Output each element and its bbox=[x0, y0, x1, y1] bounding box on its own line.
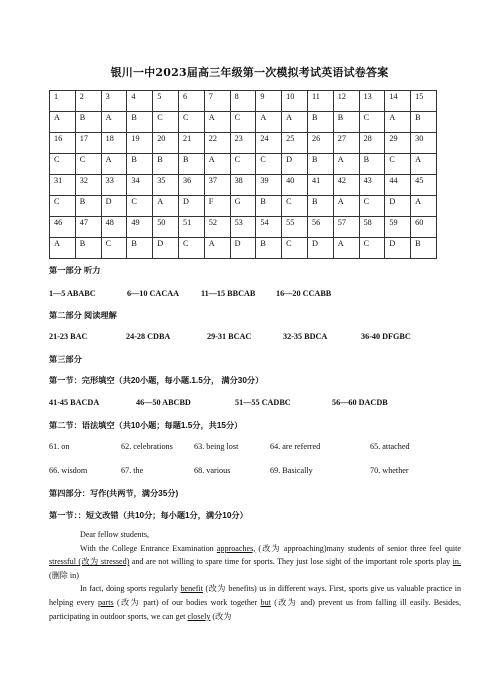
passage-text: (改为 benefits) us in different ways. First, sports give us valuable practice in helping every bbox=[49, 584, 461, 607]
answer-table-row bbox=[50, 154, 437, 175]
answer-table-cell: B bbox=[127, 238, 153, 259]
answer-table-row bbox=[50, 133, 437, 154]
answer-table-cell: C bbox=[75, 154, 101, 175]
answer-table bbox=[49, 90, 437, 259]
answer-table-cell: 42 bbox=[333, 175, 359, 196]
answer-table-cell: A bbox=[204, 238, 230, 259]
answer-table-cell: 22 bbox=[204, 133, 230, 154]
cloze-item: 51—55 CADBC bbox=[235, 398, 291, 407]
error-mark: parts bbox=[97, 597, 114, 607]
answer-table-cell: B bbox=[411, 112, 437, 133]
answer-table-cell: 52 bbox=[204, 217, 230, 238]
cloze-item: 41-45 BACDA bbox=[49, 398, 100, 407]
grammar-item: 66. wisdom bbox=[49, 466, 88, 475]
error-mark: stressful (改为 stressed) bbox=[49, 557, 130, 567]
answer-table-cell: D bbox=[153, 238, 179, 259]
answer-table-cell: 44 bbox=[385, 175, 411, 196]
cloze-item: 46—50 ABCBD bbox=[136, 398, 191, 407]
answer-table-cell: A bbox=[282, 112, 308, 133]
passage-text: (改为 approaching)many students of senior three feel quite bbox=[255, 543, 462, 553]
part1-item: 1—5 ABABC bbox=[49, 289, 96, 298]
answer-table-cell: 57 bbox=[333, 217, 359, 238]
error-mark: benefit bbox=[180, 584, 203, 594]
answer-table-cell: D bbox=[307, 238, 333, 259]
part2-heading: 第二部分 阅读理解 bbox=[49, 311, 117, 320]
answer-table-row bbox=[50, 91, 437, 112]
answer-table-cell: A bbox=[153, 196, 179, 217]
answer-table-cell: 37 bbox=[204, 175, 230, 196]
answer-table-cell: D bbox=[230, 238, 256, 259]
passage-text: (改为 and) prevent us from falling ill easily. Besides, participating in outdoor sports, we can get bbox=[49, 597, 461, 621]
answer-table-cell: 60 bbox=[411, 217, 437, 238]
answer-table-cell: C bbox=[385, 154, 411, 175]
answer-table-cell: B bbox=[256, 196, 282, 217]
answer-table-cell: B bbox=[178, 154, 204, 175]
answer-table-cell: C bbox=[127, 196, 153, 217]
answer-table-body bbox=[50, 91, 437, 259]
answer-table-cell: 27 bbox=[333, 133, 359, 154]
answer-table-cell: C bbox=[153, 112, 179, 133]
answer-table-cell: 40 bbox=[282, 175, 308, 196]
answer-table-cell: 23 bbox=[230, 133, 256, 154]
answer-table-cell: 45 bbox=[411, 175, 437, 196]
answer-table-cell: A bbox=[333, 196, 359, 217]
answer-table-cell: A bbox=[333, 154, 359, 175]
answer-table-cell: 39 bbox=[256, 175, 282, 196]
cloze-item: 56—60 DACDB bbox=[332, 398, 388, 407]
answer-table-cell: 28 bbox=[359, 133, 385, 154]
answer-table-cell: 38 bbox=[230, 175, 256, 196]
answer-table-cell: B bbox=[75, 238, 101, 259]
answer-table-cell: 59 bbox=[385, 217, 411, 238]
answer-table-cell: 14 bbox=[385, 91, 411, 112]
grammar-item: 69. Basically bbox=[270, 466, 313, 475]
answer-table-cell: A bbox=[50, 238, 76, 259]
salutation: Dear fellow students, bbox=[80, 530, 150, 539]
passage-paragraph-2 bbox=[49, 582, 461, 623]
answer-table-cell: A bbox=[204, 154, 230, 175]
answer-table-cell: C bbox=[50, 154, 76, 175]
answer-table-cell: A bbox=[101, 112, 127, 133]
answer-table-cell: 24 bbox=[256, 133, 282, 154]
answer-table-cell: 56 bbox=[307, 217, 333, 238]
answer-table-cell: 26 bbox=[307, 133, 333, 154]
answer-table-cell: G bbox=[230, 196, 256, 217]
answer-table-cell: 5 bbox=[153, 91, 179, 112]
grammar-item: 62. celebrations bbox=[121, 442, 173, 451]
part3-heading: 第三部分 bbox=[49, 355, 82, 364]
answer-table-cell: A bbox=[101, 154, 127, 175]
answer-table-cell: D bbox=[385, 196, 411, 217]
answer-table-cell: D bbox=[178, 196, 204, 217]
answer-table-cell: B bbox=[307, 112, 333, 133]
error-mark: in. bbox=[452, 557, 461, 567]
answer-table-cell: C bbox=[178, 112, 204, 133]
answer-table-cell: C bbox=[178, 238, 204, 259]
answer-table-cell: 1 bbox=[50, 91, 76, 112]
part1-item: 6—10 CACAA bbox=[127, 289, 180, 298]
part2-item: 24-28 CDBA bbox=[126, 332, 171, 341]
answer-table-cell: 49 bbox=[127, 217, 153, 238]
part3-sec1-heading: 第一节：完形填空（共20小题，每小题.1.5分， 满分30分） bbox=[49, 376, 264, 385]
answer-table-cell: B bbox=[127, 154, 153, 175]
answer-table-cell: 19 bbox=[127, 133, 153, 154]
answer-table-cell: 48 bbox=[101, 217, 127, 238]
answer-table-cell: B bbox=[411, 238, 437, 259]
answer-table-cell: D bbox=[385, 238, 411, 259]
answer-table-cell: 12 bbox=[333, 91, 359, 112]
answer-table-cell: F bbox=[204, 196, 230, 217]
grammar-item: 64. are referred bbox=[270, 442, 321, 451]
answer-table-row bbox=[50, 196, 437, 217]
error-mark: closely bbox=[187, 611, 211, 621]
part1-heading: 第一部分 听力 bbox=[49, 266, 101, 275]
answer-table-cell: 46 bbox=[50, 217, 76, 238]
answer-table-cell: 41 bbox=[307, 175, 333, 196]
part1-item: 16—20 CCABB bbox=[276, 289, 332, 298]
document-title: 银川一中2023届高三年级第一次模拟考试英语试卷答案 bbox=[110, 66, 389, 79]
answer-table-cell: C bbox=[359, 238, 385, 259]
answer-table-cell: B bbox=[307, 196, 333, 217]
answer-table-cell: 2 bbox=[75, 91, 101, 112]
answer-table-cell: 17 bbox=[75, 133, 101, 154]
answer-table-cell: 32 bbox=[75, 175, 101, 196]
answer-table-cell: C bbox=[50, 196, 76, 217]
answer-table-cell: B bbox=[75, 112, 101, 133]
passage-text: With the College Entrance Examination bbox=[80, 543, 217, 553]
answer-table-cell: 35 bbox=[153, 175, 179, 196]
answer-table-cell: 15 bbox=[411, 91, 437, 112]
passage-text: (改为 part) of our bodies work together bbox=[113, 597, 261, 607]
answer-table-cell: C bbox=[230, 154, 256, 175]
part4-heading: 第四部分：写作(共两节，满分35分) bbox=[49, 489, 179, 498]
answer-table-cell: D bbox=[282, 154, 308, 175]
answer-table-row bbox=[50, 238, 437, 259]
answer-table-cell: 58 bbox=[359, 217, 385, 238]
answer-table-cell: B bbox=[256, 238, 282, 259]
part4-sec1-heading: 第一节：：短文改错（共10分；每小题1分，满分10分） bbox=[49, 511, 248, 520]
answer-table-cell: C bbox=[256, 154, 282, 175]
correction-passage bbox=[49, 528, 461, 623]
part2-item: 32-35 BDCA bbox=[283, 332, 328, 341]
answer-table-cell: A bbox=[385, 112, 411, 133]
answer-table-cell: 13 bbox=[359, 91, 385, 112]
grammar-item: 68. various bbox=[194, 466, 231, 475]
answer-table-cell: C bbox=[230, 112, 256, 133]
passage-text: and are not willing to spare time for sports. They just lose sight of the important role sports play bbox=[129, 557, 453, 567]
answer-table-cell: C bbox=[101, 238, 127, 259]
answer-table-cell: 36 bbox=[178, 175, 204, 196]
answer-table-row bbox=[50, 175, 437, 196]
part3-sec2-heading: 第二节：语法填空（共10小题；每题1.5分，共15分） bbox=[49, 421, 243, 430]
answer-table-cell: 10 bbox=[282, 91, 308, 112]
error-mark: approaches, bbox=[216, 543, 256, 553]
answer-table-cell: 25 bbox=[282, 133, 308, 154]
passage-text: (删除 in) bbox=[49, 570, 79, 580]
answer-table-cell: 50 bbox=[153, 217, 179, 238]
part2-item: 29-31 BCAC bbox=[207, 332, 252, 341]
answer-table-cell: 54 bbox=[256, 217, 282, 238]
answer-table-cell: 11 bbox=[307, 91, 333, 112]
answer-table-cell: 20 bbox=[153, 133, 179, 154]
answer-table-cell: A bbox=[411, 154, 437, 175]
answer-table-cell: 16 bbox=[50, 133, 76, 154]
answer-table-cell: B bbox=[359, 154, 385, 175]
part2-item: 36-40 DFGBC bbox=[361, 332, 411, 341]
answer-table-cell: 31 bbox=[50, 175, 76, 196]
answer-table-cell: 51 bbox=[178, 217, 204, 238]
answer-table-cell: 33 bbox=[101, 175, 127, 196]
grammar-item: 63. being lost bbox=[194, 442, 239, 451]
answer-table-cell: 29 bbox=[385, 133, 411, 154]
grammar-item: 65. attached bbox=[370, 442, 410, 451]
passage-text: (改为 bbox=[210, 611, 232, 621]
answer-table-cell: 7 bbox=[204, 91, 230, 112]
answer-table-row bbox=[50, 112, 437, 133]
part1-item: 11—15 BBCAB bbox=[201, 289, 256, 298]
answer-table-cell: 34 bbox=[127, 175, 153, 196]
answer-table-cell: 53 bbox=[230, 217, 256, 238]
passage-text: In fact, doing sports regularly bbox=[80, 584, 181, 594]
grammar-item: 67. the bbox=[121, 466, 144, 475]
grammar-item: 61. on bbox=[49, 442, 70, 451]
answer-table-cell: B bbox=[127, 112, 153, 133]
answer-table-cell: B bbox=[75, 196, 101, 217]
answer-table-cell: 47 bbox=[75, 217, 101, 238]
answer-table-cell: A bbox=[50, 112, 76, 133]
answer-table-cell: 8 bbox=[230, 91, 256, 112]
answer-table-cell: 6 bbox=[178, 91, 204, 112]
answer-table-cell: A bbox=[333, 238, 359, 259]
part2-item: 21-23 BAC bbox=[49, 332, 88, 341]
answer-table-cell: 43 bbox=[359, 175, 385, 196]
answer-table-cell: A bbox=[411, 196, 437, 217]
grammar-item: 70. whether bbox=[370, 466, 409, 475]
answer-table-cell: D bbox=[101, 196, 127, 217]
answer-table-cell: 21 bbox=[178, 133, 204, 154]
answer-table-cell: C bbox=[282, 238, 308, 259]
error-mark: but bbox=[260, 597, 271, 607]
answer-table-cell: B bbox=[333, 112, 359, 133]
answer-table-row bbox=[50, 217, 437, 238]
answer-table-cell: C bbox=[359, 112, 385, 133]
answer-table-cell: 4 bbox=[127, 91, 153, 112]
answer-table-cell: C bbox=[282, 196, 308, 217]
answer-table-cell: B bbox=[307, 154, 333, 175]
answer-table-cell: A bbox=[256, 112, 282, 133]
answer-table-cell: 9 bbox=[256, 91, 282, 112]
answer-table-cell: C bbox=[359, 196, 385, 217]
answer-table-cell: 30 bbox=[411, 133, 437, 154]
answer-table-cell: B bbox=[153, 154, 179, 175]
answer-table-cell: 18 bbox=[101, 133, 127, 154]
answer-table-cell: 55 bbox=[282, 217, 308, 238]
answer-table-cell: A bbox=[204, 112, 230, 133]
answer-table-cell: 3 bbox=[101, 91, 127, 112]
passage-paragraph-1 bbox=[49, 542, 461, 583]
